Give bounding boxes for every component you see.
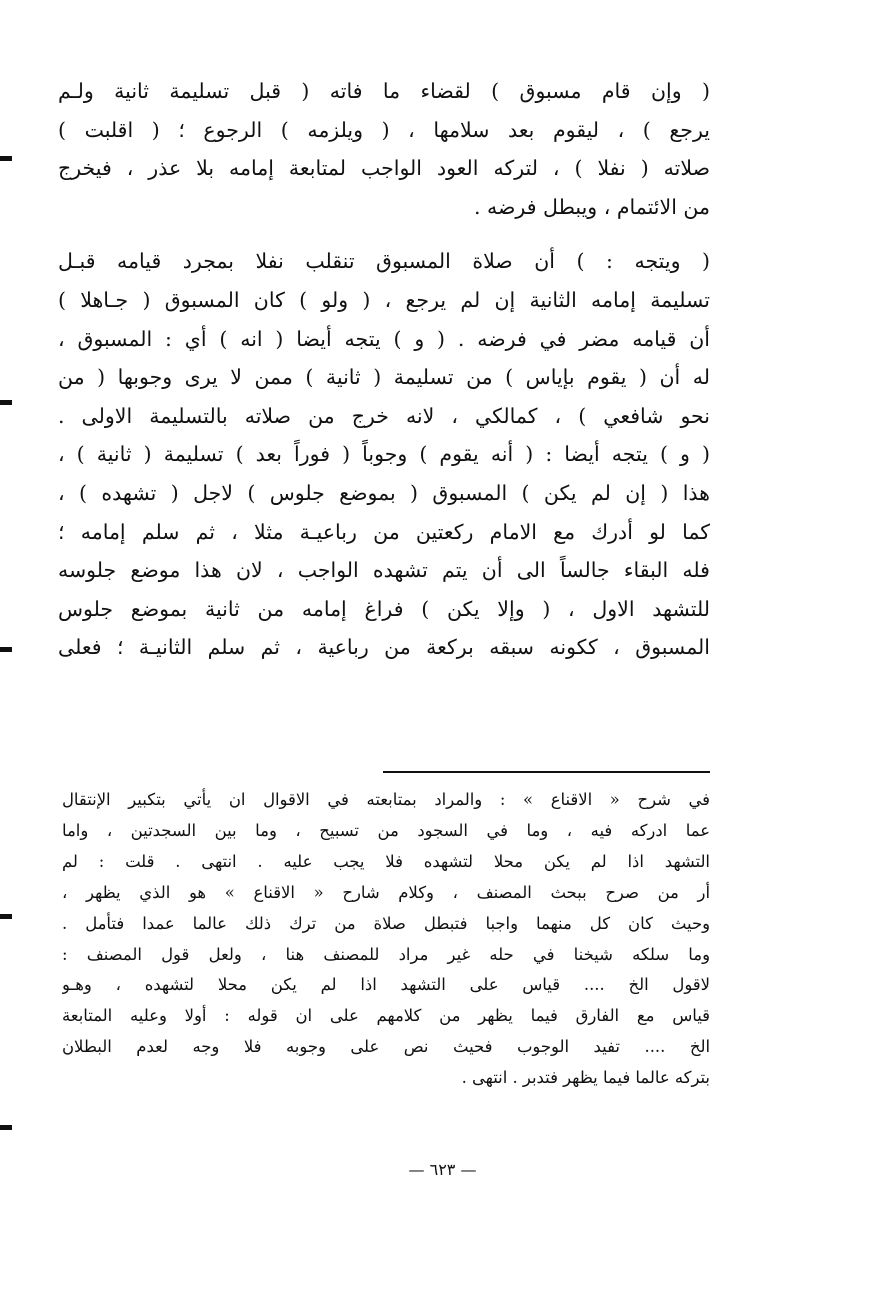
footnote-line: في شرح « الاقناع » : والمراد بمتابعته في الاقوال ان يأتي بتكبير الإنتقال <box>62 790 710 809</box>
margin-mark <box>0 914 12 919</box>
footnote <box>62 785 710 1094</box>
text-line: للتشهد الاول ، ( وإلا يكن ) فراغ إمامه من ثانية بموضع جلوس <box>58 596 710 621</box>
text-line: له أن ( يقوم بإياس ) من تسليمة ( ثانية ) ممن لا يرى وجوبها ( من <box>58 365 710 390</box>
paragraph-2 <box>58 242 710 667</box>
text-line: يرجع ) ، ليقوم بعد سلامها ، ( ويلزمه ) الرجوع ؛ ( اقلبت ) <box>58 117 710 142</box>
margin-mark <box>0 400 12 405</box>
text-line: كما لو أدرك مع الامام ركعتين من رباعيـة مثلا ، ثم سلم إمامه ؛ <box>58 519 710 544</box>
footnote-line: عما ادركه فيه ، وما في السجود من تسبيح ، وما بين السجدتين ، واما <box>62 820 710 840</box>
text-line: ( ويتجه : ) أن صلاة المسبوق تنقلب نفلا بمجرد قيامه قبـل <box>58 249 710 274</box>
text-line: صلاته ( نفلا ) ، لتركه العود الواجب لمتابعة إمامه بلا عذر ، فيخرج <box>58 156 710 181</box>
paragraph-1 <box>58 72 710 226</box>
text-line: تسليمة إمامه الثانية إن لم يرجع ، ( ولو ) كان المسبوق ( جـاهلا ) <box>58 287 710 312</box>
page-number: — ٦٢٣ — <box>408 1160 477 1179</box>
margin-mark <box>0 647 12 652</box>
footnote-divider <box>383 771 710 773</box>
footnote-line: لاقول الخ .... قياس على التشهد اذا لم يكن محلا لتشهده ، وهـو <box>62 975 710 995</box>
footnote-line: أر من صرح ببحث المصنف ، وكلام شارح « الاقناع » هو الذي يظهر ، <box>62 882 710 902</box>
text-line: نحو شافعي ) ، كمالكي ، لانه خرج من صلاته بالتسليمة الاولى . <box>58 403 710 428</box>
footnote-line: الخ .... تفيد الوجوب فحيث نص على وجوبه فلا وجه لعدم البطلان <box>62 1037 710 1057</box>
footnote-line: وحيث كان كل منهما واجبا فتبطل صلاة من ترك ذلك عالما عمدا فتأمل . <box>62 913 710 933</box>
text-line: من الائتمام ، ويبطل فرضه . <box>473 194 710 219</box>
text-line: المسبوق ، ككونه سبقه بركعة من رباعية ، ثم سلم الثانيـة ؛ فعلى <box>58 635 710 660</box>
text-line: أن قيامه مضر في فرضه . ( و ) يتجه أيضا ( انه ) أي : المسبوق ، <box>58 326 710 351</box>
text-line: هذا ( إن لم يكن ) المسبوق ( بموضع جلوس ) لاجل ( تشهده ) ، <box>58 480 710 505</box>
text-line: ( و ) يتجه أيضا : ( أنه يقوم ) وجوباً ( فوراً بعد ) تسليمة ( ثانية ) ، <box>58 442 710 467</box>
text-line: فله البقاء جالساً الى أن يتم تشهده الواجب ، لان هذا موضع جلوسه <box>58 558 710 583</box>
footnote-line: وما سلكه شيخنا في حله غير مراد للمصنف هنا ، ولعل قول المصنف : <box>62 944 710 964</box>
footnote-line: قياس مع الفارق فيما يظهر من كلامهم على ان قوله : أولا وعليه المتابعة <box>62 1006 710 1026</box>
margin-mark <box>0 1125 12 1130</box>
text-line: ( وإن قام مسبوق ) لقضاء ما فاته ( قبل تسليمة ثانية ولـم <box>58 79 710 103</box>
footnote-line: بتركه عالما فيما يظهر فتدبر . انتهى . <box>461 1068 710 1088</box>
margin-mark <box>0 156 12 161</box>
main-text <box>58 72 710 667</box>
footnote-line: التشهد اذا لم يكن محلا لتشهده فلا يجب عليه . انتهى . قلت : لم <box>62 851 710 871</box>
